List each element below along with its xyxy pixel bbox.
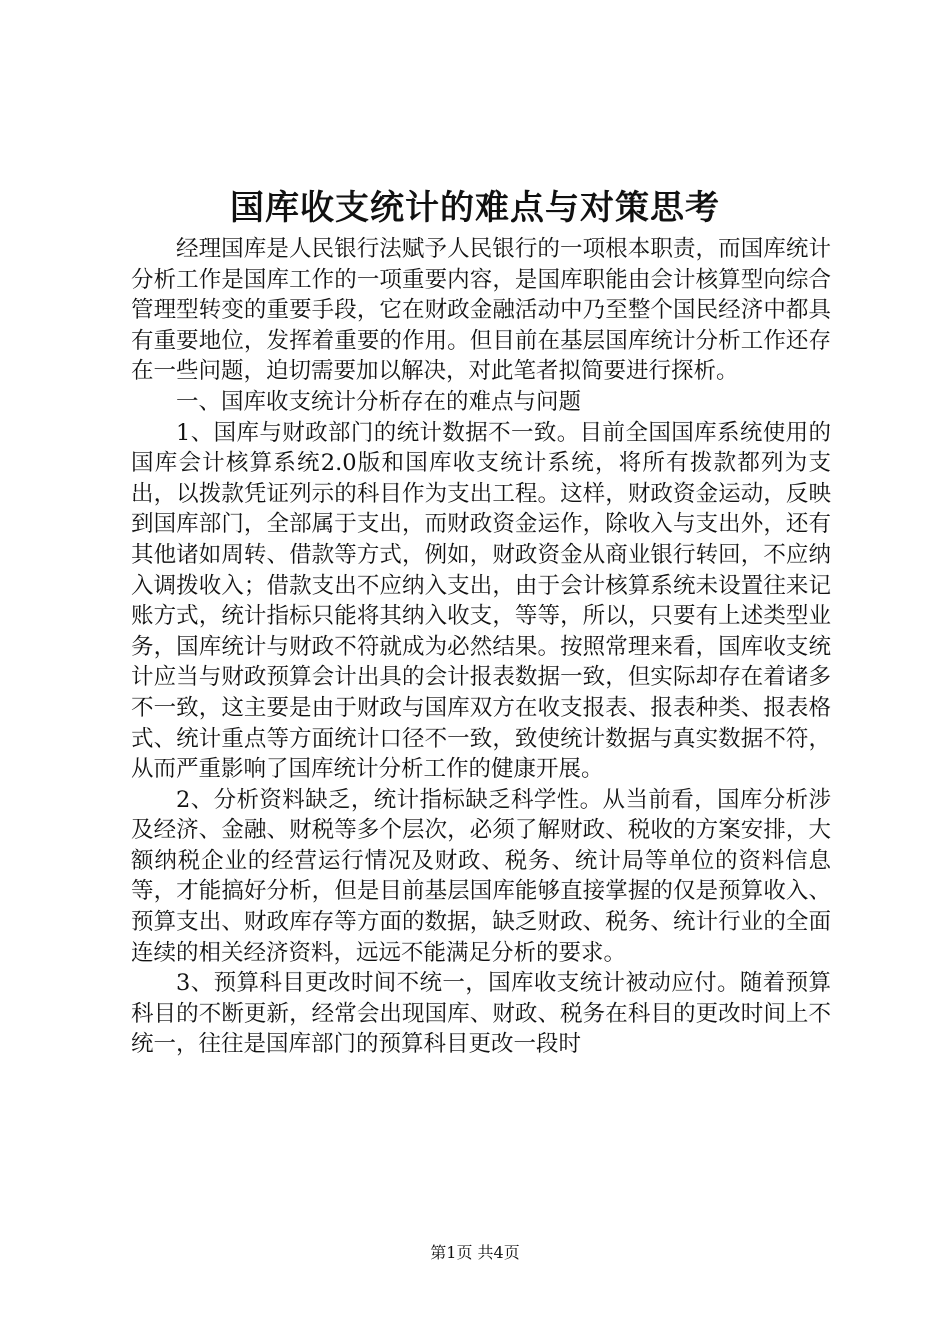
paragraph-intro: 经理国库是人民银行法赋予人民银行的一项根本职责，而国库统计分析工作是国库工作的一项重要内容，是国库职能由会计核算型向综合管理型转变的重要手段，它在财政金融活动中乃至整个国民经济中都具有重要地位，发挥着重要的作用。但目前在基层国库统计分析工作还存在一些问题，迫切需要加以解决，对此笔者拟简要进行探析。 <box>131 236 831 385</box>
page-footer: 第1页 共4页 <box>430 1243 520 1262</box>
document-title: 国库收支统计的难点与对策思考 <box>230 188 720 228</box>
document-body <box>131 234 831 1060</box>
paragraph-point-3: 3、预算科目更改时间不统一，国库收支统计被动应付。随着预算科目的不断更新，经常会出现国库、财政、税务在科目的更改时间上不统一，往往是国库部门的预算科目更改一段时 <box>131 970 831 1058</box>
paragraph-point-1: 1、国库与财政部门的统计数据不一致。目前全国国库系统使用的国库会计核算系统2.0版和国库收支统计系统，将所有拨款都列为支出，以拨款凭证列示的科目作为支出工程。这样，财政资金运动，反映到国库部门，全部属于支出，而财政资金运作，除收入与支出外，还有其他诸如周转、借款等方式，例如，财政资金从商业银行转回，不应纳入调拨收入；借款支出不应纳入支出，由于会计核算系统未设置往来记账方式，统计指标只能将其纳入收支，等等，所以，只要有上述类型业务，国库统计与财政不符就成为必然结果。按照常理来看，国库收支统计应当与财政预算会计出具的会计报表数据一致，但实际却存在着诸多不一致，这主要是由于财政与国库双方在收支报表、报表种类、报表格式、统计重点等方面统计口径不一致，致使统计数据与真实数据不符，从而严重影响了国库统计分析工作的健康开展。 <box>131 419 831 783</box>
section-heading: 一、国库收支统计分析存在的难点与问题 <box>176 388 582 415</box>
paragraph-point-2: 2、分析资料缺乏，统计指标缺乏科学性。从当前看，国库分析涉及经济、金融、财税等多个层次，必须了解财政、税收的方案安排，大额纳税企业的经营运行情况及财政、税务、统计局等单位的资料信息等，才能搞好分析，但是目前基层国库能够直接掌握的仅是预算收入、预算支出、财政库存等方面的数据，缺乏财政、税务、统计行业的全面连续的相关经济资料，远远不能满足分析的要求。 <box>131 786 831 966</box>
